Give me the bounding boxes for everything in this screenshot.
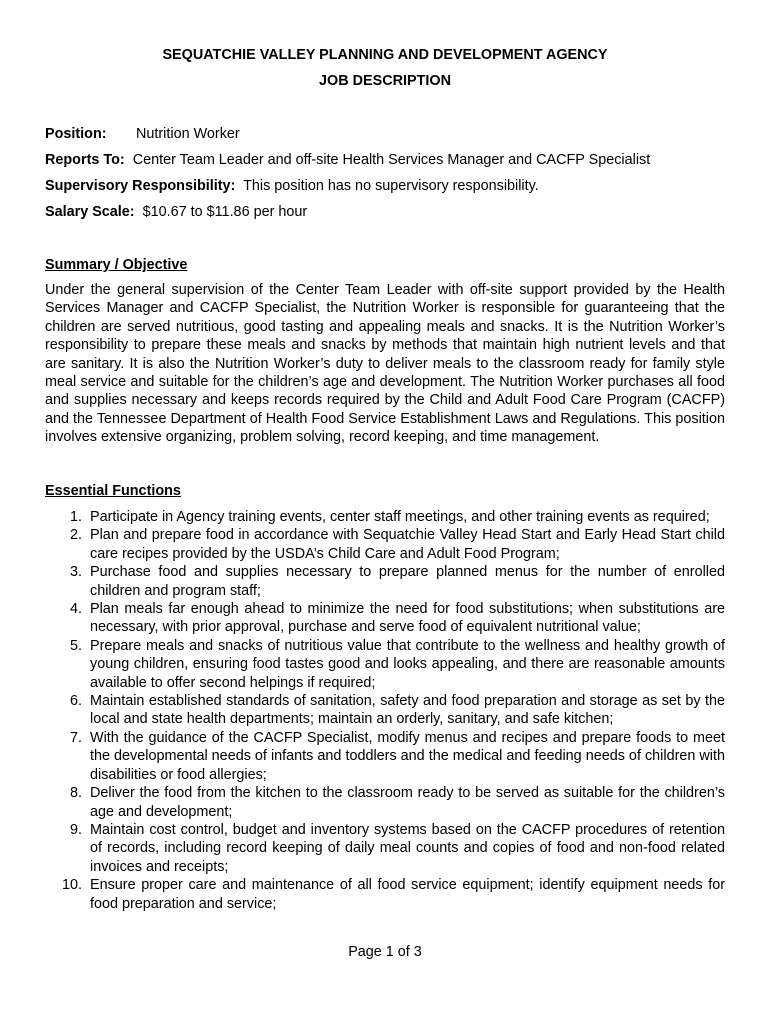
list-number: 9. <box>69 821 82 838</box>
list-text: Ensure proper care and maintenance of all food service equipment; identify equipment needs for food preparation and service; <box>90 877 725 912</box>
list-item <box>45 876 725 913</box>
list-number: 1. <box>69 509 82 525</box>
summary-paragraph: Under the general supervision of the Center Team Leader with off-site support provided by the Health Services Manager and CACFP Specialist, the Nutrition Worker is responsible for guaranteeing that the children are served nutritious, good tasting and appealing meals and snacks. It is the Nutrition Worker’s responsibility to prepare these meals and snacks by methods that maintain high nutrient levels and that are sanitary. It is also the Nutrition Worker’s duty to deliver meals to the classroom ready for family style meal service and suitable for the children’s age and development. The Nutrition Worker purchases all food and supplies necessary and keeps records required by the Child and Adult Food Care Program (CACFP) and the Tennessee Department of Health Food Service Establishment Laws and Regulations. This position involves extensive organizing, problem solving, record keeping, and time management. <box>45 282 725 446</box>
list-text: With the guidance of the CACFP Specialist, modify menus and recipes and prepare foods to meet the developmental needs of infants and toddlers and the medical and feeding needs of children with disabilities or food allergies; <box>90 729 725 783</box>
reports-to-value: Center Team Leader and off-site Health Services Manager and CACFP Specialist <box>132 152 651 168</box>
salary-label: Salary Scale: <box>45 204 135 220</box>
list-text: Maintain established standards of sanitation, safety and food preparation and storage as set by the local and state health departments; maintain an orderly, sanitary, and safe kitchen; <box>90 693 725 728</box>
list-number: 3. <box>69 564 82 581</box>
list-number: 2. <box>69 527 82 544</box>
list-number: 6. <box>69 693 82 710</box>
list-item <box>45 600 725 637</box>
list-text: Purchase food and supplies necessary to prepare planned menus for the number of enrolled children and program staff; <box>90 564 725 599</box>
supervisory-value: This position has no supervisory responsibility. <box>243 178 539 194</box>
supervisory-field <box>45 177 725 195</box>
list-number: 4. <box>69 601 82 618</box>
list-number: 10. <box>61 877 82 894</box>
essential-functions-heading: Essential Functions <box>45 483 181 499</box>
list-item <box>45 692 725 729</box>
essential-functions-list <box>45 508 725 913</box>
list-item <box>45 637 725 692</box>
position-value: Nutrition Worker <box>136 126 240 142</box>
list-number: 5. <box>69 637 82 654</box>
list-item <box>45 821 725 876</box>
list-text: Plan and prepare food in accordance with Sequatchie Valley Head Start and Early Head Start child care recipes provided by the USDA’s Child Care and Adult Food Program; <box>90 527 725 562</box>
list-text: Maintain cost control, budget and inventory systems based on the CACFP procedures of retention of records, including record keeping of daily meal counts and copies of food and non-food related invoices and receipts; <box>90 821 725 875</box>
supervisory-label: Supervisory Responsibility: <box>45 178 236 194</box>
summary-heading: Summary / Objective <box>45 257 188 273</box>
position-field <box>45 125 725 143</box>
salary-value: $10.67 to $11.86 per hour <box>142 204 308 220</box>
list-number: 7. <box>69 729 82 746</box>
list-item <box>45 784 725 821</box>
list-text: Participate in Agency training events, center staff meetings, and other training events as required; <box>90 509 710 525</box>
page-number: Page 1 of 3 <box>348 944 422 960</box>
salary-field <box>45 203 725 221</box>
list-item <box>45 563 725 600</box>
document-title: JOB DESCRIPTION <box>319 73 451 89</box>
position-label: Position: <box>45 126 107 142</box>
list-number: 8. <box>69 785 82 802</box>
organization-title: SEQUATCHIE VALLEY PLANNING AND DEVELOPMENT AGENCY <box>162 47 608 63</box>
list-item <box>45 508 725 526</box>
list-text: Deliver the food from the kitchen to the classroom ready to be served as suitable for the children’s age and development; <box>90 785 725 820</box>
reports-to-field <box>45 151 725 169</box>
list-text: Prepare meals and snacks of nutritious value that contribute to the wellness and healthy growth of young children, ensuring food tastes good and looks appealing, and there are reasonable amounts available to offer second helpings if required; <box>90 637 725 691</box>
reports-to-label: Reports To: <box>45 152 125 168</box>
list-text: Plan meals far enough ahead to minimize the need for food substitutions; when substitutions are necessary, with prior approval, purchase and serve food of equivalent nutritional value; <box>90 601 725 636</box>
list-item <box>45 729 725 784</box>
list-item <box>45 526 725 563</box>
